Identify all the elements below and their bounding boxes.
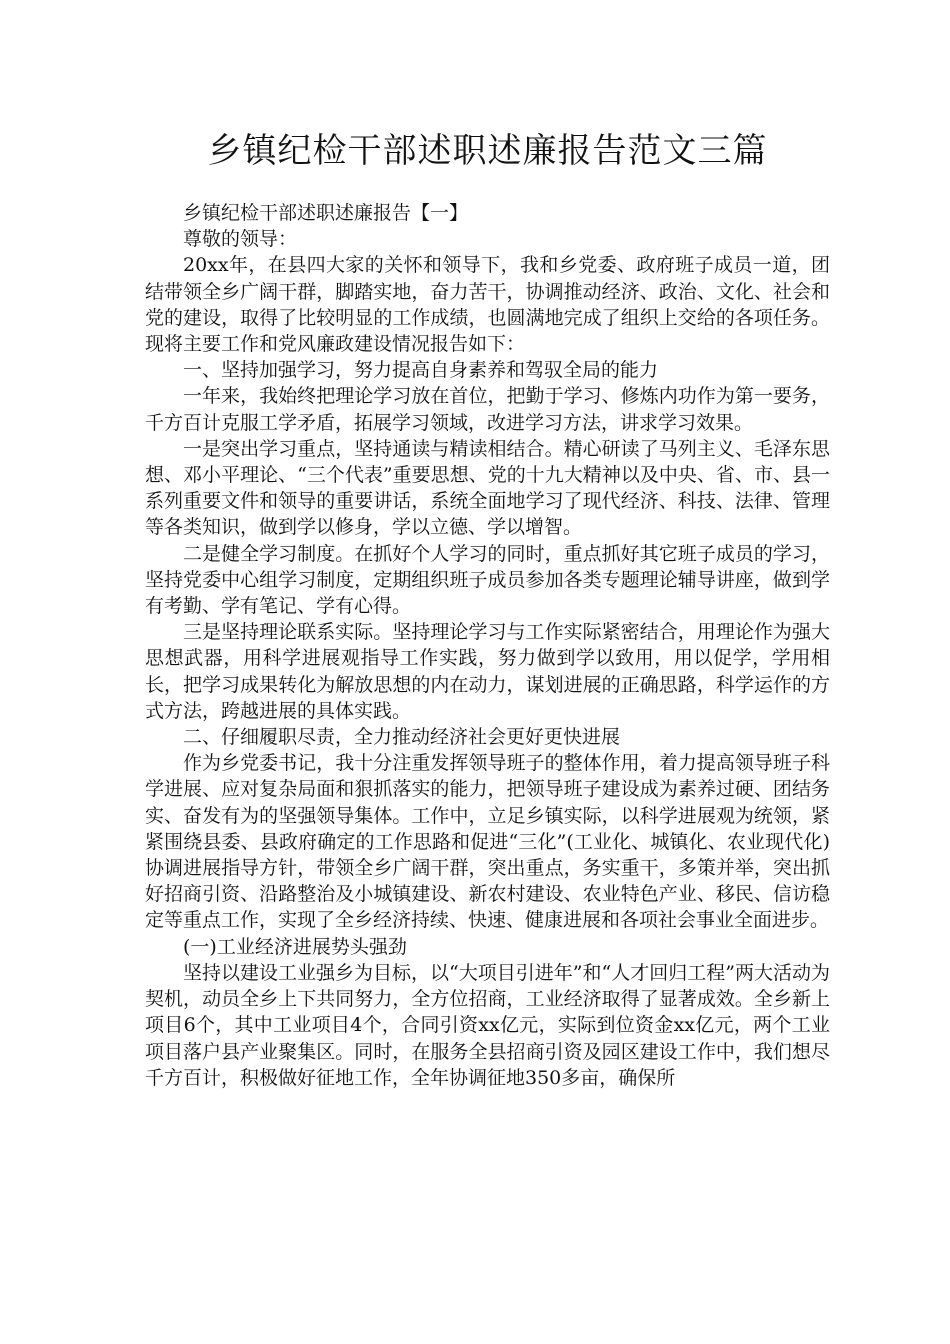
subsection-heading: (一)工业经济进展势头强劲 [183, 935, 407, 958]
document-page [145, 0, 830, 1091]
document-title: 乡镇纪检干部述职述廉报告范文三篇 [207, 131, 768, 171]
body-paragraph: 20xx年，在县四大家的关怀和领导下，我和乡党委、政府班子成员一道，团结带领全乡广阔干群，脚踏实地，奋力苦干，协调推动经济、政治、文化、社会和党的建设，取得了比较明显的工作成绩，也圆满地完成了组织上交给的各项任务。现将主要工作和党风廉政建设情况报告如下： [145, 254, 830, 356]
section-heading: 二、仔细履职尽责，全力推动经济社会更好更快进展 [183, 726, 621, 749]
body-paragraph: 一年来，我始终把理论学习放在首位，把勤于学习、修炼内功作为第一要务，千方百计克服工学矛盾，拓展学习领域，改进学习方法，讲求学习效果。 [145, 385, 830, 434]
body-paragraph: 三是坚持理论联系实际。坚持理论学习与工作实际紧密结合，用理论作为强大思想武器，用科学进展观指导工作实践，努力做到学以致用，用以促学，学用相长，把学习成果转化为解放思想的内在动力，谋划进展的正确思路，科学运作的方式方法，跨越进展的具体实践。 [145, 621, 830, 722]
section-heading: 乡镇纪检干部述职述廉报告【一】 [183, 202, 469, 224]
body-paragraph: 一是突出学习重点，坚持通读与精读相结合。精心研读了马列主义、毛泽东思想、邓小平理论、“三个代表”重要思想、党的十九大精神以及中央、省、市、县一系列重要文件和领导的重要讲话，系统全面地学习了现代经济、科技、法律、管理等各类知识，做到学以修身，学以立德、学以增智。 [145, 437, 830, 539]
section-heading: 一、坚持加强学习，努力提高自身素养和驾驭全局的能力 [183, 359, 659, 382]
body-paragraph: 作为乡党委书记，我十分注重发挥领导班子的整体作用，着力提高领导班子科学进展、应对复杂局面和狠抓落实的能力，把领导班子建设成为素养过硬、团结务实、奋发有为的坚强领导集体。工作中，立足乡镇实际，以科学进展观为统领，紧紧围绕县委、县政府确定的工作思路和促进“三化”(工业化、城镇化、农业现代化)协调进展指导方针，带领全乡广阔干群，突出重点，务实重干，多策并举，突出抓好招商引资、沿路整治及小城镇建设、新农村建设、农业特色产业、移民、信访稳定等重点工作，实现了全乡经济持续、快速、健康进展和各项社会事业全面进步。 [145, 752, 830, 932]
body-paragraph: 二是健全学习制度。在抓好个人学习的同时，重点抓好其它班子成员的学习，坚持党委中心组学习制度，定期组织班子成员参加各类专题理论辅导讲座，做到学有考勤、学有笔记、学有心得。 [145, 542, 830, 618]
body-paragraph: 坚持以建设工业强乡为目标，以“大项目引进年”和“人才回归工程”两大活动为契机，动员全乡上下共同努力，全方位招商，工业经济取得了显著成效。全乡新上项目6个，其中工业项目4个，合同引资xx亿元，实际到位资金xx亿元，两个工业项目落户县产业聚集区。同时，在服务全县招商引资及园区建设工作中，我们想尽千方百计，积极做好征地工作，全年协调征地350多亩，确保所 [145, 961, 830, 1089]
document-body [145, 200, 830, 1091]
salutation: 尊敬的领导： [183, 228, 298, 251]
